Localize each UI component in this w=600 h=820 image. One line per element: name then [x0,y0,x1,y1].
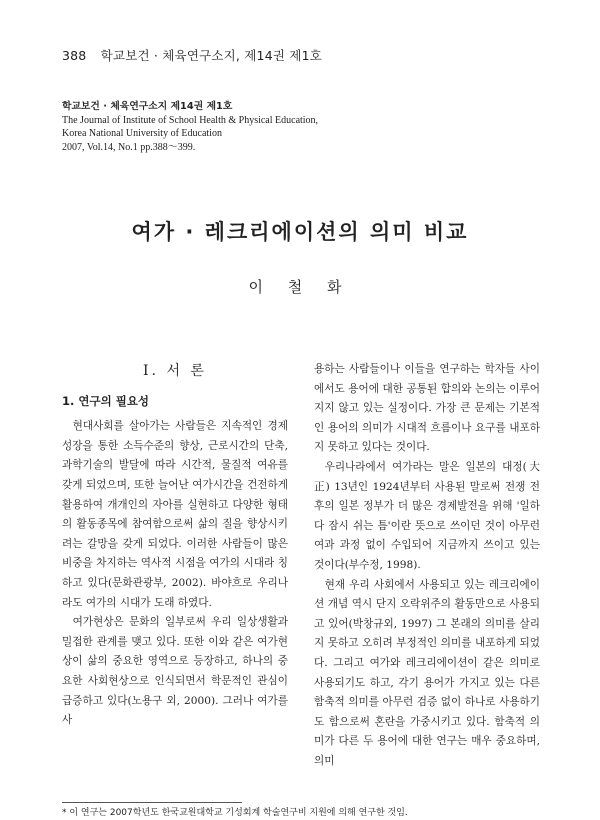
article-title: 여가 · 레크리에이션의 의미 비교 [131,220,469,244]
page-number: 388 [62,48,87,63]
paragraph: 우리나라에서 여가라는 말은 일본의 대정(大正) 13년인 1924년부터 사용된 말로써 전쟁 전후의 일본 정부가 더 많은 경제발전을 위해 '일하다 잠시 쉬는 틈'이란 뜻으로 쓰이던 것이 아무런 여과 과정 없이 수입되어 지금까지 쓰이고 있는 것이다(부수정, 1998). [314,460,540,571]
journal-citation: 2007, Vol.14, No.1 pp.388～399. [62,141,196,153]
article-author: 이 철 화 [248,278,352,296]
subheading: 1. 연구의 필요성 [62,393,150,408]
paragraph: 용하는 사람들이나 이들을 연구하는 학자들 사이에서도 용어에 대한 공통된 합의와 논의는 이루어지지 않고 있는 실정이다. 가장 큰 문제는 기본적인 용어의 의미가 시대적 흐름이나 요구를 내포하지 못하고 있다는 것이다. [314,363,540,454]
journal-korean-title: 학교보건 · 체육연구소지 제14권 제1호 [62,101,233,112]
journal-info [62,100,362,154]
right-column [314,360,540,771]
footnote: * 이 연구는 2007학년도 한국교원대학교 기성회계 학술연구비 지원에 의해 연구한 것임. [62,808,408,818]
footnote-divider [62,802,242,803]
section-heading: I. 서 론 [143,363,207,379]
journal-institution: Korea National University of Education [62,128,222,139]
running-header [62,46,322,64]
running-header-journal: 학교보건 · 체육연구소지, 제14권 제1호 [100,48,323,63]
paragraph: 현재 우리 사회에서 사용되고 있는 레크리에이션 개념 역시 단지 오락위주의 활동만으로 사용되고 있어(박창규외, 1997) 그 본래의 의미를 살리지 못하고 오히려 부정적인 의미를 내포하게 되었다. 그리고 여가와 레크리에이션이 같은 의미로 사용되기도 하고, 각기 용어가 가지고 있는 다른 함축적 의미를 아무런 검증 없이 하나로 사용하기도 함으로써 혼란을 가중시키고 있다. 함축적 의미가 다른 두 용어에 대한 연구는 매우 중요하며, 의미 [314,578,540,767]
paragraph: 여가현상은 문화의 일부로써 우리 일상생활과 밀접한 관계를 맺고 있다. 또한 이와 같은 여가현상이 삶의 중요한 영역으로 등장하고, 하나의 중요한 사회현상으로 인식되면서 학문적인 관심이 급증하고 있다(노용구 외, 2000). 그러나 여가를 사 [62,616,288,727]
paragraph: 현대사회를 살아가는 사람들은 지속적인 경제성장을 통한 소득수준의 향상, 근로시간의 단축, 과학기술의 발달에 따라 시간적, 물질적 여유를 갖게 되었으며, 또한 늘어난 여가시간을 건전하게 활용하여 개개인의 자아를 실현하고 다양한 형태의 활동종목에 참여함으로써 삶의 질을 향상시키려는 갈망을 갖게 되었다. 이러한 사람들이 많은 비중을 차지하는 역사적 시점을 여가의 시대라 칭하고 있다(문화관광부, 2002). 바야흐로 우리나라도 여가의 시대가 도래 하였다. [62,420,288,609]
left-column [62,360,288,731]
journal-english-title: The Journal of Institute of School Health & Physical Education, [62,114,319,126]
